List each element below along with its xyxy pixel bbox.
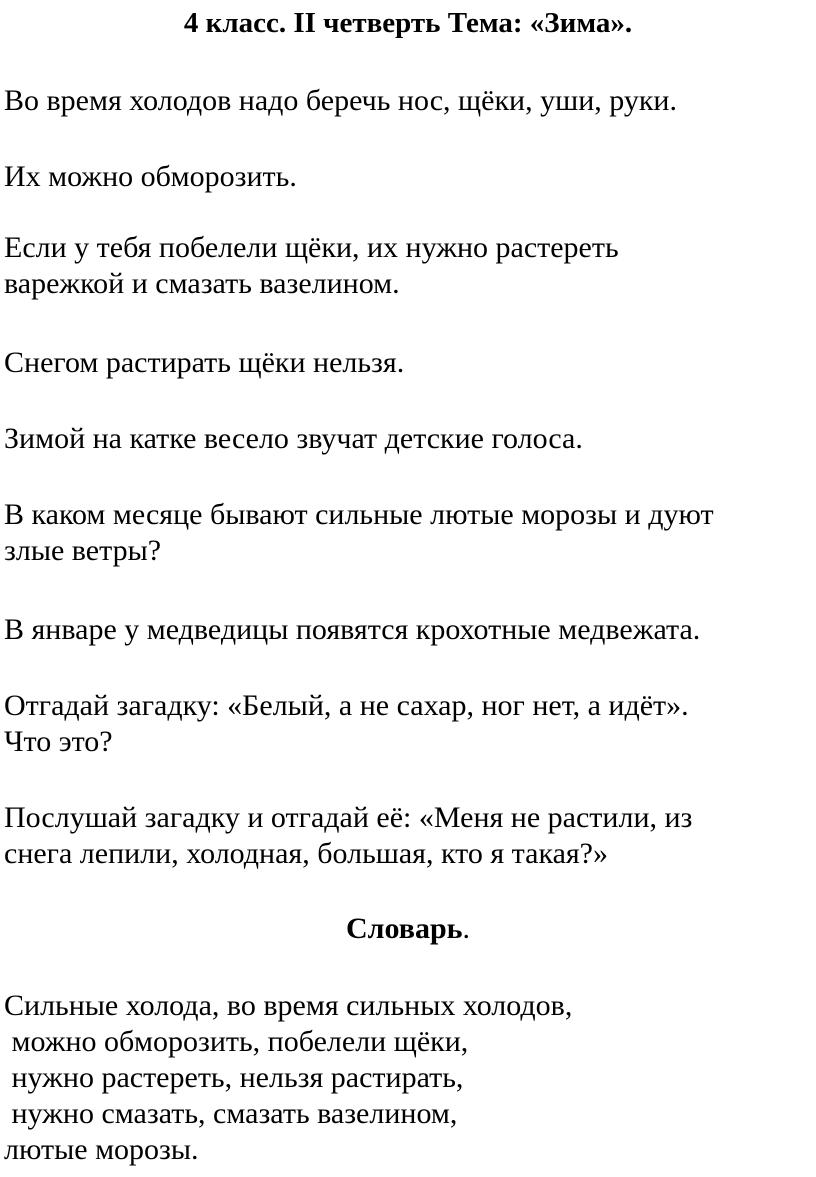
paragraph-line: варежкой и смазать вазелином.	[4, 267, 400, 300]
dictionary-heading-period: .	[462, 912, 470, 945]
paragraph-7	[4, 612, 804, 648]
paragraph-line: снега лепили, холодная, большая, кто я такая?»	[4, 837, 608, 870]
dictionary-line: лютые морозы.	[4, 1133, 199, 1166]
paragraph-line: Что это?	[4, 725, 113, 758]
dictionary-line: можно обморозить, побелели щёки,	[4, 1025, 469, 1058]
paragraph-2	[4, 159, 804, 195]
paragraph-3	[4, 230, 804, 302]
dictionary-heading	[0, 911, 816, 947]
paragraph-1	[4, 83, 804, 119]
paragraph-6	[4, 497, 804, 569]
paragraph-line: Если у тебя побелели щёки, их нужно растереть	[4, 231, 619, 264]
dictionary-heading-text: Словарь	[346, 912, 463, 945]
paragraph-line: Зимой на катке весело звучат детские голоса.	[4, 422, 583, 455]
paragraph-line: В январе у медведицы появятся крохотные медвежата.	[4, 613, 701, 646]
paragraph-line: злые ветры?	[4, 534, 162, 567]
dictionary-line: нужно растереть, нельзя растирать,	[4, 1061, 464, 1094]
paragraph-line: Снегом растирать щёки нельзя.	[4, 346, 405, 379]
dictionary-line: нужно смазать, смазать вазелином,	[4, 1097, 458, 1130]
paragraph-9	[4, 800, 804, 872]
dictionary-line: Сильные холода, во время сильных холодов,	[4, 989, 573, 1022]
paragraph-line: В каком месяце бывают сильные лютые морозы и дуют	[4, 498, 714, 531]
paragraph-5	[4, 421, 804, 457]
dictionary-list	[4, 988, 804, 1168]
paragraph-line: Отгадай загадку: «Белый, а не сахар, ног нет, а идёт».	[4, 689, 689, 722]
paragraph-line: Во время холодов надо беречь нос, щёки, уши, руки.	[4, 84, 677, 117]
paragraph-line: Их можно обморозить.	[4, 160, 297, 193]
paragraph-4	[4, 345, 804, 381]
page-title: 4 класс. II четверть Тема: «Зима».	[183, 7, 633, 39]
paragraph-line: Послушай загадку и отгадай её: «Меня не растили, из	[4, 801, 693, 834]
paragraph-8	[4, 688, 804, 760]
